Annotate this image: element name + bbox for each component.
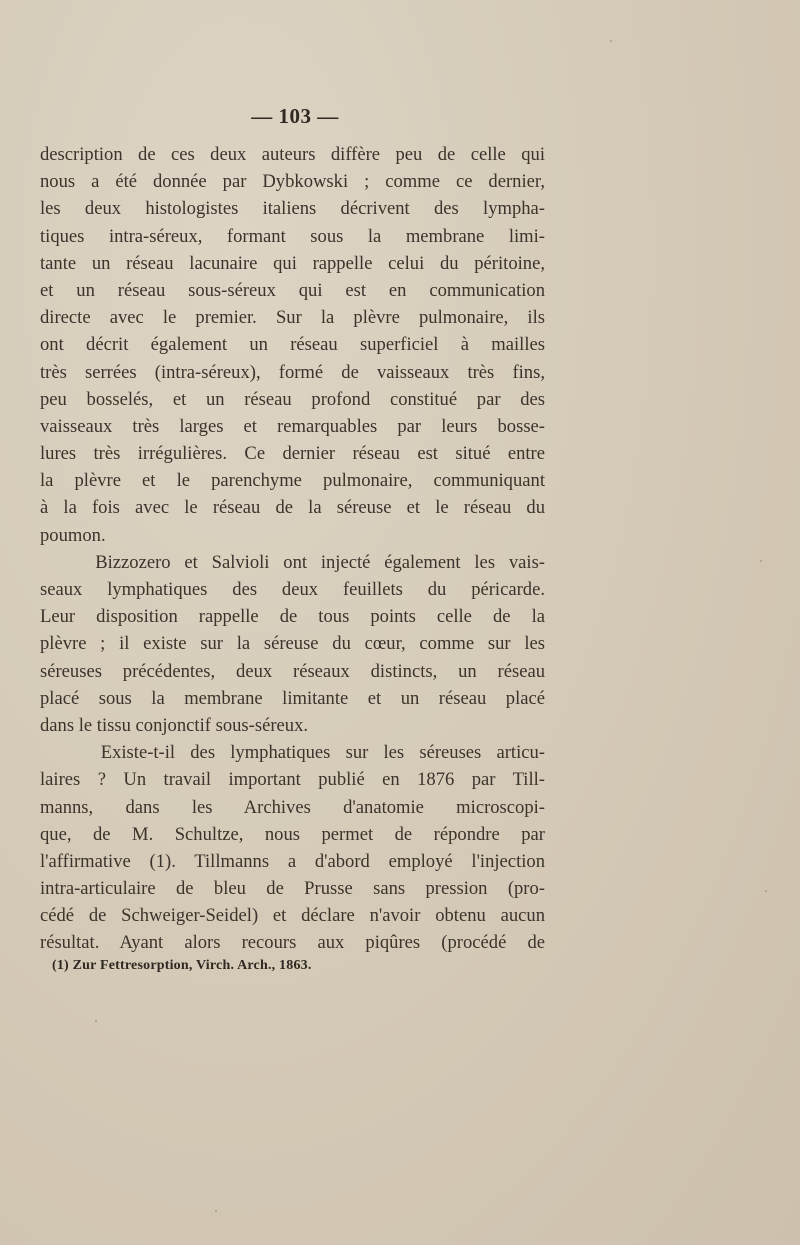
paper-speck	[610, 40, 612, 42]
text-line: seaux lymphatiques des deux feuillets du péricarde.	[40, 579, 545, 600]
paper-speck	[95, 1020, 97, 1022]
text-line: tiques intra-séreux, formant sous la membrane limi-	[40, 225, 545, 247]
text-line: que, de M. Schultze, nous permet de répondre par	[40, 823, 545, 845]
text-line: très serrées (intra-séreux), formé de vaisseaux très fins,	[40, 361, 545, 383]
body-text	[40, 141, 545, 957]
text-line: tante un réseau lacunaire qui rappelle celui du péritoine,	[40, 252, 545, 274]
text-line: lures très irrégulières. Ce dernier réseau est situé entre	[40, 443, 545, 465]
text-line: l'affirmative (1). Tillmanns a d'abord employé l'injection	[40, 850, 545, 872]
text-line: directe avec le premier. Sur la plèvre pulmonaire, ils	[40, 307, 545, 329]
text-line: Existe-t-il des lymphatiques sur les séreuses articu-	[40, 742, 545, 764]
text-line: et un réseau sous-séreux qui est en communication	[40, 279, 545, 301]
text-line: Bizzozero et Salvioli ont injecté également les vais-	[40, 551, 545, 573]
text-line: manns, dans les Archives d'anatomie microscopi-	[40, 796, 545, 818]
footnote: (1) Zur Fettresorption, Virch. Arch., 1863.	[52, 958, 312, 973]
text-line: séreuses précédentes, deux réseaux distincts, un réseau	[40, 660, 545, 682]
text-line: cédé de Schweiger-Seidel) et déclare n'avoir obtenu aucun	[40, 905, 545, 927]
text-line: ont décrit également un réseau superficiel à mailles	[40, 334, 545, 356]
paper-speck	[215, 1210, 217, 1212]
text-line: dans le tissu conjonctif sous-séreux.	[40, 714, 309, 736]
text-line: intra-articulaire de bleu de Prusse sans pression (pro-	[40, 878, 545, 900]
page-number: — 103 —	[251, 104, 339, 128]
text-line: placé sous la membrane limitante et un réseau placé	[40, 687, 545, 709]
text-line: peu bosselés, et un réseau profond constitué par des	[40, 388, 545, 410]
text-line: plèvre ; il existe sur la séreuse du cœur, comme sur les	[40, 633, 545, 655]
paper-speck	[760, 560, 762, 562]
text-line: vaisseaux très larges et remarquables par leurs bosse-	[40, 415, 545, 437]
text-line: la plèvre et le parenchyme pulmonaire, communiquant	[40, 470, 545, 492]
text-line: description de ces deux auteurs diffère peu de celle qui	[40, 144, 545, 165]
text-line: poumon.	[40, 524, 106, 546]
paper-speck	[765, 890, 767, 892]
text-line: à la fois avec le réseau de la séreuse et le réseau du	[40, 497, 545, 519]
text-line: résultat. Ayant alors recours aux piqûres (procédé de	[40, 932, 545, 954]
text-line: nous a été donnée par Dybkowski ; comme ce dernier,	[40, 171, 545, 193]
text-line: les deux histologistes italiens décrivent des lympha-	[40, 198, 545, 220]
text-line: laires ? Un travail important publié en 1876 par Till-	[40, 769, 545, 791]
text-line: Leur disposition rappelle de tous points celle de la	[40, 606, 545, 628]
